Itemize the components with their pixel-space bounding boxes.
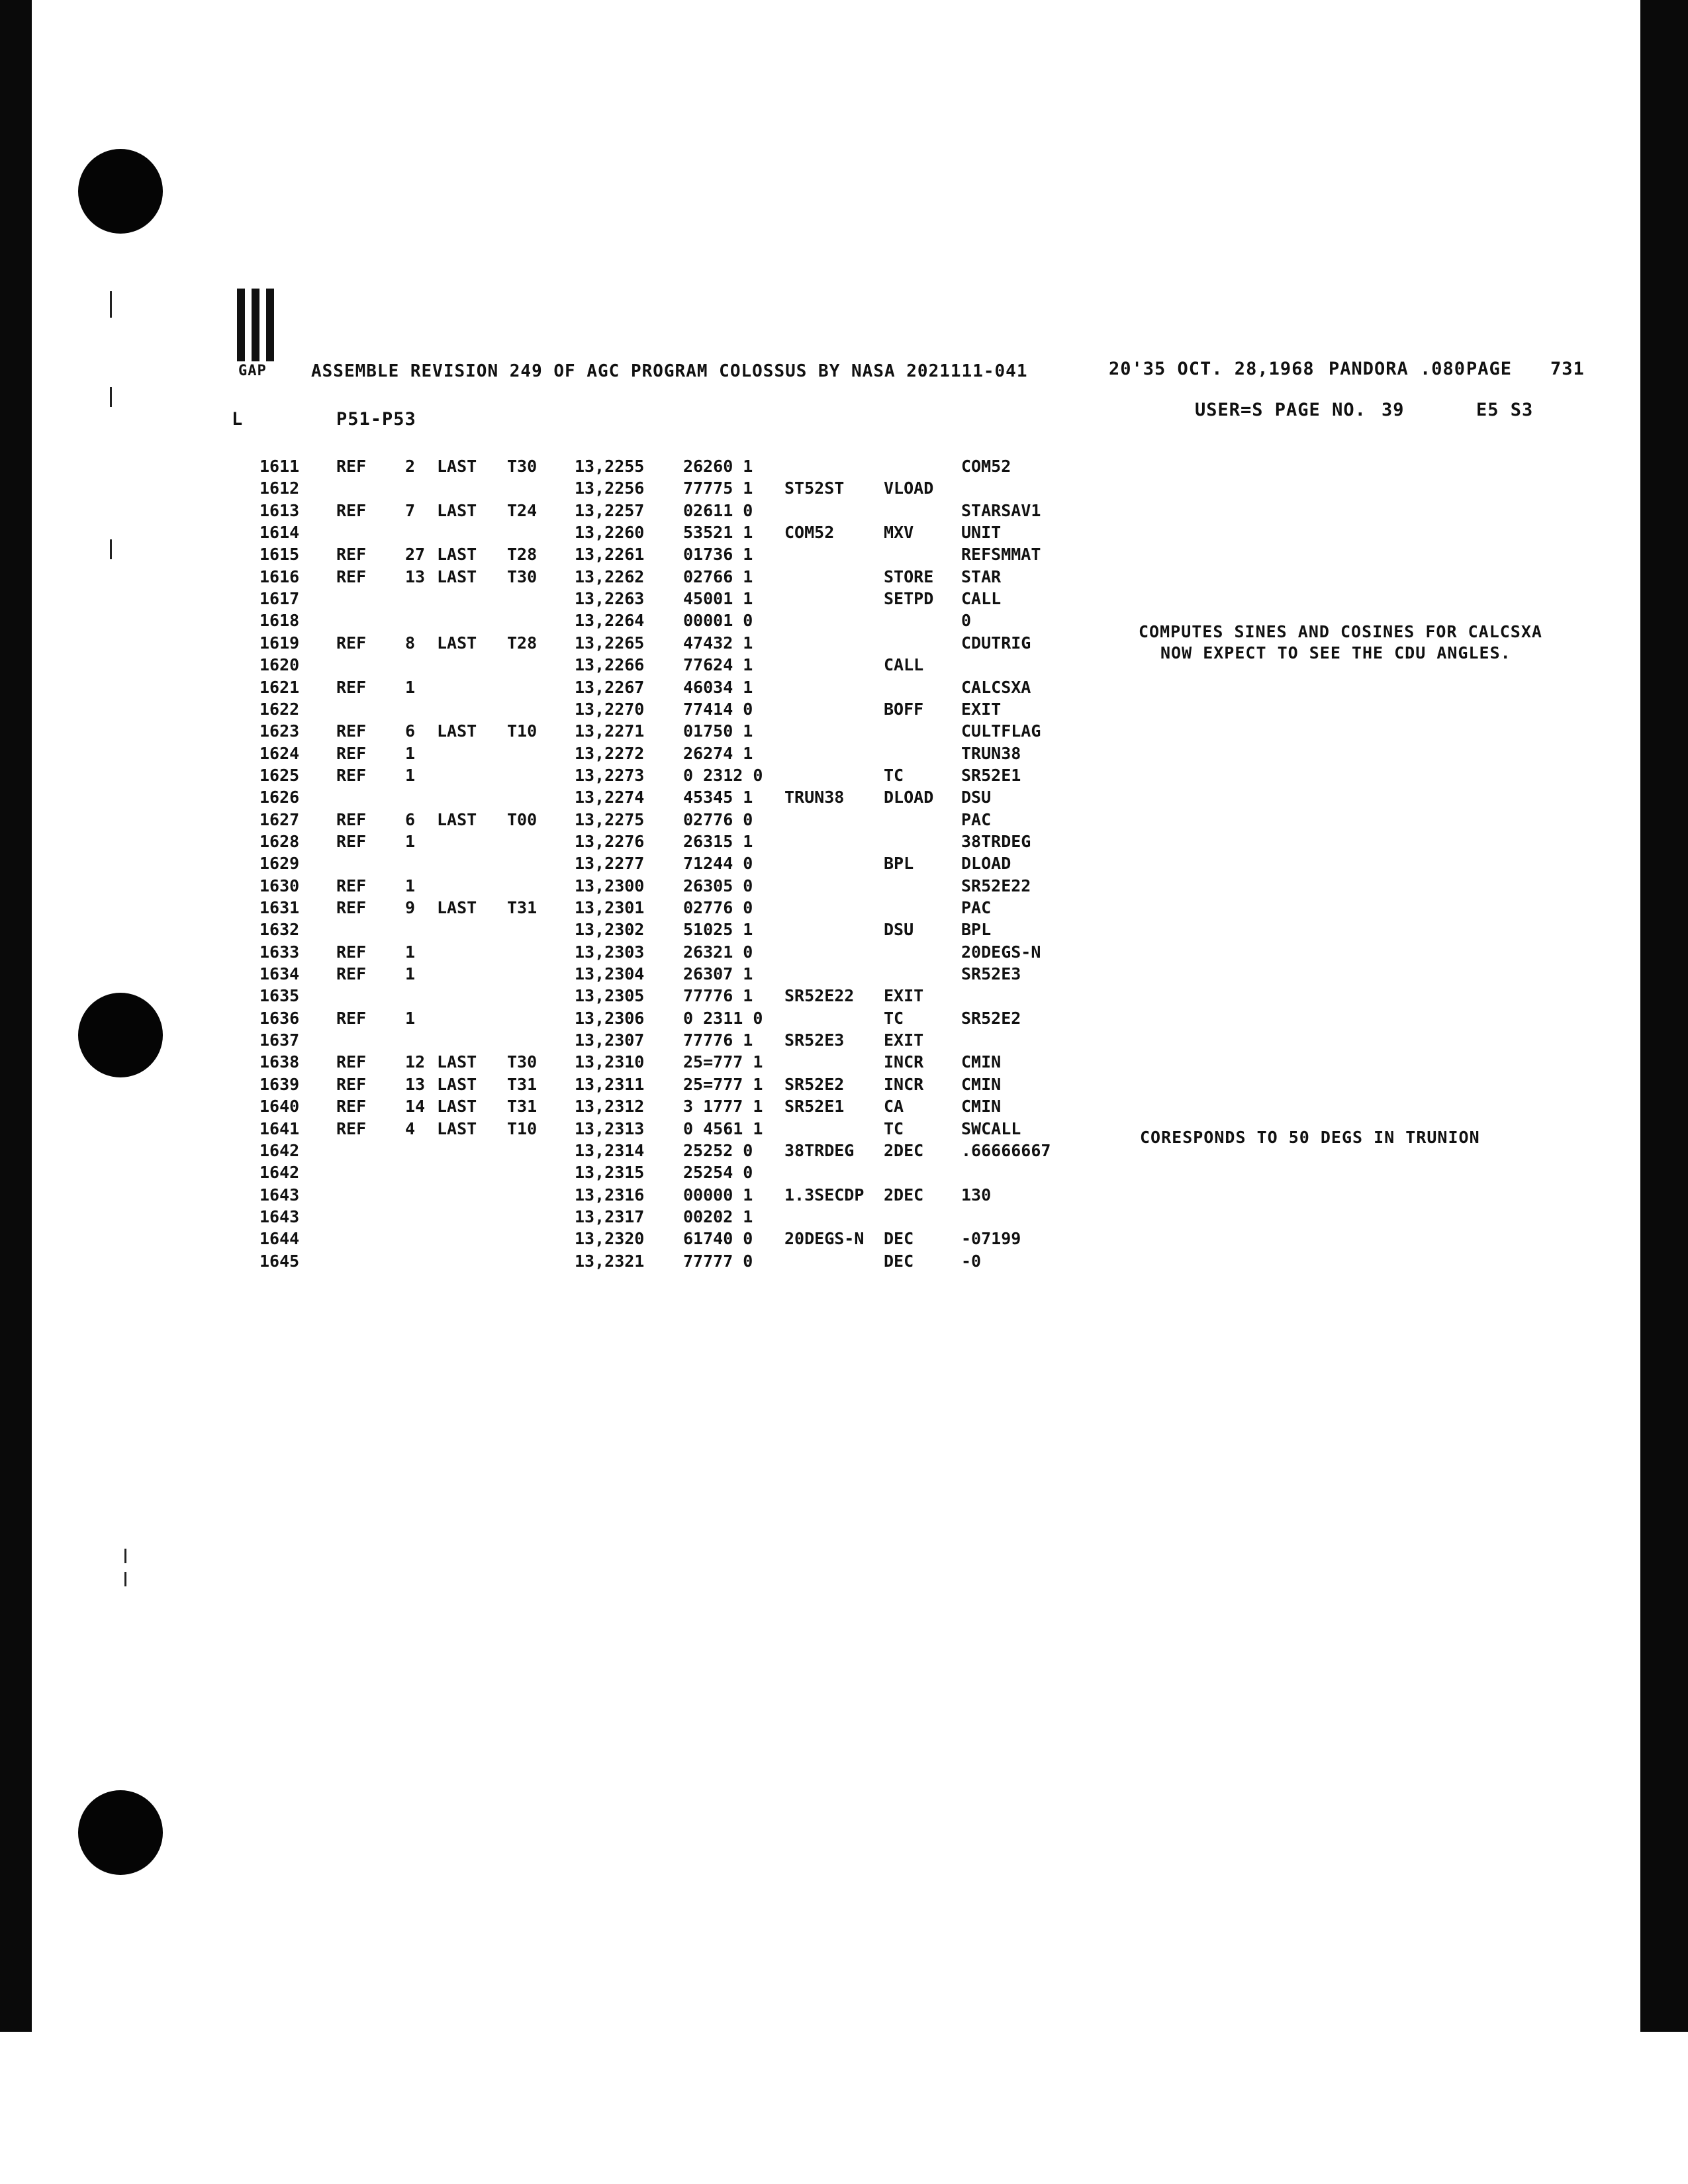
address: 13,2305 — [575, 986, 645, 1005]
ref-tag: REF — [336, 1097, 367, 1116]
punch-hole-bottom — [78, 1790, 163, 1875]
line-number: 1644 — [259, 1229, 300, 1248]
address: 13,2321 — [575, 1251, 645, 1271]
header-title: ASSEMBLE REVISION 249 OF AGC PROGRAM COLOSSUS BY NASA 2021111-041 — [311, 361, 1028, 381]
line-number: 1638 — [259, 1052, 300, 1071]
last-tag: LAST — [437, 1119, 477, 1138]
operand: CALL — [961, 589, 1002, 608]
last-ref: T31 — [507, 1075, 538, 1094]
line-number: 1611 — [259, 457, 300, 476]
symbol-label: SR52E1 — [784, 1097, 845, 1116]
line-number: 1634 — [259, 964, 300, 983]
symbol-label: 20DEGS-N — [784, 1229, 865, 1248]
octal-word: 0 2311 0 — [683, 1009, 763, 1028]
octal-word: 02776 0 — [683, 810, 753, 829]
header-section: P51-P53 — [336, 409, 416, 430]
ref-tag: REF — [336, 721, 367, 741]
last-tag: LAST — [437, 567, 477, 586]
octal-word: 45345 1 — [683, 788, 753, 807]
header-page-label: PAGE — [1466, 359, 1513, 379]
address: 13,2264 — [575, 611, 645, 630]
operand: CMIN — [961, 1097, 1002, 1116]
address: 13,2276 — [575, 832, 645, 851]
address: 13,2316 — [575, 1185, 645, 1205]
line-number: 1628 — [259, 832, 300, 851]
opcode: INCR — [884, 1075, 924, 1094]
octal-word: 26274 1 — [683, 744, 753, 763]
line-number: 1612 — [259, 478, 300, 498]
line-number: 1622 — [259, 700, 300, 719]
last-ref: T30 — [507, 1052, 538, 1071]
operand: .66666667 — [961, 1141, 1051, 1160]
printer-guide-bars — [237, 289, 290, 361]
header-prefix: GAP — [238, 363, 267, 379]
octal-word: 26307 1 — [683, 964, 753, 983]
opcode: VLOAD — [884, 478, 934, 498]
opcode: STORE — [884, 567, 934, 586]
scan-mark — [110, 539, 112, 559]
operand: SWCALL — [961, 1119, 1021, 1138]
last-ref: T10 — [507, 1119, 538, 1138]
address: 13,2260 — [575, 523, 645, 542]
opcode: BOFF — [884, 700, 924, 719]
octal-word: 77414 0 — [683, 700, 753, 719]
line-number: 1645 — [259, 1251, 300, 1271]
line-number: 1626 — [259, 788, 300, 807]
line-number: 1643 — [259, 1185, 300, 1205]
symbol-label: TRUN38 — [784, 788, 845, 807]
ref-count: 12 — [405, 1052, 426, 1071]
octal-word: 02611 0 — [683, 501, 753, 520]
address: 13,2300 — [575, 876, 645, 895]
ref-count: 27 — [405, 545, 426, 564]
line-number: 1643 — [259, 1207, 300, 1226]
opcode: DEC — [884, 1251, 914, 1271]
ref-count: 7 — [405, 501, 416, 520]
operand: STARSAV1 — [961, 501, 1041, 520]
ref-tag: REF — [336, 678, 367, 697]
line-number: 1631 — [259, 898, 300, 917]
address: 13,2311 — [575, 1075, 645, 1094]
ref-tag: REF — [336, 545, 367, 564]
octal-word: 25=777 1 — [683, 1052, 763, 1071]
address: 13,2303 — [575, 942, 645, 962]
opcode: SETPD — [884, 589, 934, 608]
ref-tag: REF — [336, 942, 367, 962]
octal-word: 45001 1 — [683, 589, 753, 608]
line-number: 1620 — [259, 655, 300, 674]
punch-hole-top — [78, 149, 163, 234]
address: 13,2265 — [575, 633, 645, 653]
ref-count: 9 — [405, 898, 416, 917]
opcode: CALL — [884, 655, 924, 674]
octal-word: 47432 1 — [683, 633, 753, 653]
operand: CALCSXA — [961, 678, 1031, 697]
address: 13,2277 — [575, 854, 645, 873]
address: 13,2304 — [575, 964, 645, 983]
octal-word: 02766 1 — [683, 567, 753, 586]
header-page-number: 731 — [1550, 359, 1585, 379]
operand: CDUTRIG — [961, 633, 1031, 653]
line-number: 1642 — [259, 1163, 300, 1182]
last-tag: LAST — [437, 501, 477, 520]
operand: REFSMMAT — [961, 545, 1041, 564]
symbol-label: SR52E2 — [784, 1075, 845, 1094]
last-ref: T28 — [507, 633, 538, 653]
ref-count: 13 — [405, 567, 426, 586]
octal-word: 0 2312 0 — [683, 766, 763, 785]
scan-mark — [124, 1572, 126, 1586]
line-number: 1629 — [259, 854, 300, 873]
last-tag: LAST — [437, 1075, 477, 1094]
opcode: MXV — [884, 523, 914, 542]
punch-hole-middle — [78, 993, 163, 1077]
ref-count: 1 — [405, 876, 416, 895]
octal-word: 25252 0 — [683, 1141, 753, 1160]
line-number: 1633 — [259, 942, 300, 962]
line-number: 1621 — [259, 678, 300, 697]
operand: 38TRDEG — [961, 832, 1031, 851]
line-number: 1619 — [259, 633, 300, 653]
octal-word: 25254 0 — [683, 1163, 753, 1182]
address: 13,2320 — [575, 1229, 645, 1248]
line-number: 1630 — [259, 876, 300, 895]
address: 13,2266 — [575, 655, 645, 674]
octal-word: 77624 1 — [683, 655, 753, 674]
symbol-label: 38TRDEG — [784, 1141, 855, 1160]
opcode: TC — [884, 1119, 904, 1138]
last-tag: LAST — [437, 898, 477, 917]
line-number: 1639 — [259, 1075, 300, 1094]
octal-word: 02776 0 — [683, 898, 753, 917]
ref-count: 1 — [405, 766, 416, 785]
operand: CULTFLAG — [961, 721, 1041, 741]
operand: STAR — [961, 567, 1002, 586]
operand: UNIT — [961, 523, 1002, 542]
ref-count: 1 — [405, 1009, 416, 1028]
opcode: 2DEC — [884, 1185, 924, 1205]
operand: -0 — [961, 1251, 982, 1271]
operand: 20DEGS-N — [961, 942, 1041, 962]
ref-tag: REF — [336, 898, 367, 917]
opcode: DLOAD — [884, 788, 934, 807]
octal-word: 25=777 1 — [683, 1075, 763, 1094]
symbol-label: SR52E22 — [784, 986, 855, 1005]
symbol-label: SR52E3 — [784, 1030, 845, 1050]
operand: CMIN — [961, 1075, 1002, 1094]
header-extra: E5 S3 — [1476, 400, 1534, 420]
ref-tag: REF — [336, 457, 367, 476]
opcode: DSU — [884, 920, 914, 939]
last-tag: LAST — [437, 633, 477, 653]
operand: 130 — [961, 1185, 992, 1205]
header-system: PANDORA .080 — [1329, 359, 1466, 379]
octal-word: 61740 0 — [683, 1229, 753, 1248]
line-number: 1625 — [259, 766, 300, 785]
operand: TRUN38 — [961, 744, 1021, 763]
operand: 0 — [961, 611, 972, 630]
address: 13,2271 — [575, 721, 645, 741]
operand: EXIT — [961, 700, 1002, 719]
address: 13,2255 — [575, 457, 645, 476]
address: 13,2262 — [575, 567, 645, 586]
octal-word: 51025 1 — [683, 920, 753, 939]
octal-word: 00202 1 — [683, 1207, 753, 1226]
octal-word: 26260 1 — [683, 457, 753, 476]
address: 13,2314 — [575, 1141, 645, 1160]
scan-mark — [124, 1549, 126, 1563]
ref-count: 1 — [405, 744, 416, 763]
comment-line-1619: COMPUTES SINES AND COSINES FOR CALCSXA — [1139, 622, 1542, 641]
operand: SR52E1 — [961, 766, 1021, 785]
ref-count: 1 — [405, 942, 416, 962]
last-tag: LAST — [437, 457, 477, 476]
ref-count: 6 — [405, 721, 416, 741]
line-number: 1613 — [259, 501, 300, 520]
symbol-label: COM52 — [784, 523, 835, 542]
line-number: 1617 — [259, 589, 300, 608]
line-number: 1640 — [259, 1097, 300, 1116]
address: 13,2270 — [575, 700, 645, 719]
octal-word: 71244 0 — [683, 854, 753, 873]
ref-tag: REF — [336, 567, 367, 586]
address: 13,2302 — [575, 920, 645, 939]
octal-word: 77776 1 — [683, 986, 753, 1005]
operand: SR52E2 — [961, 1009, 1021, 1028]
address: 13,2301 — [575, 898, 645, 917]
octal-word: 53521 1 — [683, 523, 753, 542]
operand: CMIN — [961, 1052, 1002, 1071]
ref-count: 1 — [405, 678, 416, 697]
octal-word: 77777 0 — [683, 1251, 753, 1271]
last-tag: LAST — [437, 1097, 477, 1116]
scan-mark — [110, 291, 112, 318]
header-user-page-label: USER=S PAGE NO. — [1195, 400, 1366, 420]
ref-tag: REF — [336, 832, 367, 851]
ref-count: 6 — [405, 810, 416, 829]
address: 13,2257 — [575, 501, 645, 520]
address: 13,2267 — [575, 678, 645, 697]
ref-tag: REF — [336, 810, 367, 829]
header-type: L — [232, 409, 244, 430]
last-tag: LAST — [437, 545, 477, 564]
operand: SR52E22 — [961, 876, 1031, 895]
ref-count: 13 — [405, 1075, 426, 1094]
comment-line-1642: CORESPONDS TO 50 DEGS IN TRUNION — [1140, 1128, 1480, 1147]
ref-count: 2 — [405, 457, 416, 476]
ref-tag: REF — [336, 1052, 367, 1071]
line-number: 1627 — [259, 810, 300, 829]
last-ref: T24 — [507, 501, 538, 520]
ref-count: 14 — [405, 1097, 426, 1116]
ref-count: 8 — [405, 633, 416, 653]
opcode: INCR — [884, 1052, 924, 1071]
line-number: 1615 — [259, 545, 300, 564]
address: 13,2263 — [575, 589, 645, 608]
line-number: 1632 — [259, 920, 300, 939]
octal-word: 00001 0 — [683, 611, 753, 630]
symbol-label: 1.3SECDP — [784, 1185, 865, 1205]
address: 13,2272 — [575, 744, 645, 763]
operand: SR52E3 — [961, 964, 1021, 983]
address: 13,2307 — [575, 1030, 645, 1050]
octal-word: 01736 1 — [683, 545, 753, 564]
address: 13,2313 — [575, 1119, 645, 1138]
ref-tag: REF — [336, 766, 367, 785]
address: 13,2306 — [575, 1009, 645, 1028]
header-timestamp: 20'35 OCT. 28,1968 — [1109, 359, 1315, 379]
address: 13,2310 — [575, 1052, 645, 1071]
line-number: 1636 — [259, 1009, 300, 1028]
scan-border-right — [1640, 0, 1688, 2032]
address: 13,2273 — [575, 766, 645, 785]
ref-count: 1 — [405, 964, 416, 983]
line-number: 1642 — [259, 1141, 300, 1160]
octal-word: 00000 1 — [683, 1185, 753, 1205]
operand: BPL — [961, 920, 992, 939]
opcode: TC — [884, 766, 904, 785]
ref-tag: REF — [336, 1119, 367, 1138]
last-tag: LAST — [437, 810, 477, 829]
scan-mark — [110, 387, 112, 407]
opcode: 2DEC — [884, 1141, 924, 1160]
opcode: DEC — [884, 1229, 914, 1248]
line-number: 1641 — [259, 1119, 300, 1138]
opcode: TC — [884, 1009, 904, 1028]
address: 13,2312 — [575, 1097, 645, 1116]
octal-word: 0 4561 1 — [683, 1119, 763, 1138]
octal-word: 3 1777 1 — [683, 1097, 763, 1116]
ref-tag: REF — [336, 964, 367, 983]
octal-word: 26315 1 — [683, 832, 753, 851]
operand: PAC — [961, 810, 992, 829]
last-ref: T30 — [507, 457, 538, 476]
operand: -07199 — [961, 1229, 1021, 1248]
ref-tag: REF — [336, 501, 367, 520]
octal-word: 77775 1 — [683, 478, 753, 498]
line-number: 1618 — [259, 611, 300, 630]
ref-count: 4 — [405, 1119, 416, 1138]
line-number: 1623 — [259, 721, 300, 741]
line-number: 1624 — [259, 744, 300, 763]
octal-word: 26321 0 — [683, 942, 753, 962]
last-ref: T00 — [507, 810, 538, 829]
ref-tag: REF — [336, 1009, 367, 1028]
address: 13,2317 — [575, 1207, 645, 1226]
opcode: BPL — [884, 854, 914, 873]
line-number: 1614 — [259, 523, 300, 542]
last-ref: T30 — [507, 567, 538, 586]
last-tag: LAST — [437, 1052, 477, 1071]
ref-tag: REF — [336, 744, 367, 763]
last-tag: LAST — [437, 721, 477, 741]
octal-word: 26305 0 — [683, 876, 753, 895]
octal-word: 77776 1 — [683, 1030, 753, 1050]
ref-count: 1 — [405, 832, 416, 851]
address: 13,2274 — [575, 788, 645, 807]
last-ref: T31 — [507, 1097, 538, 1116]
opcode: EXIT — [884, 1030, 924, 1050]
operand: DLOAD — [961, 854, 1011, 873]
scan-border-left — [0, 0, 32, 2032]
ref-tag: REF — [336, 1075, 367, 1094]
ref-tag: REF — [336, 876, 367, 895]
last-ref: T31 — [507, 898, 538, 917]
ref-tag: REF — [336, 633, 367, 653]
address: 13,2275 — [575, 810, 645, 829]
comment-line-1620: NOW EXPECT TO SEE THE CDU ANGLES. — [1160, 643, 1511, 662]
operand: COM52 — [961, 457, 1011, 476]
octal-word: 01750 1 — [683, 721, 753, 741]
address: 13,2315 — [575, 1163, 645, 1182]
octal-word: 46034 1 — [683, 678, 753, 697]
last-ref: T28 — [507, 545, 538, 564]
operand: DSU — [961, 788, 992, 807]
address: 13,2261 — [575, 545, 645, 564]
symbol-label: ST52ST — [784, 478, 845, 498]
opcode: EXIT — [884, 986, 924, 1005]
address: 13,2256 — [575, 478, 645, 498]
line-number: 1637 — [259, 1030, 300, 1050]
header-user-page-number: 39 — [1382, 400, 1405, 420]
operand: PAC — [961, 898, 992, 917]
last-ref: T10 — [507, 721, 538, 741]
line-number: 1635 — [259, 986, 300, 1005]
line-number: 1616 — [259, 567, 300, 586]
opcode: CA — [884, 1097, 904, 1116]
